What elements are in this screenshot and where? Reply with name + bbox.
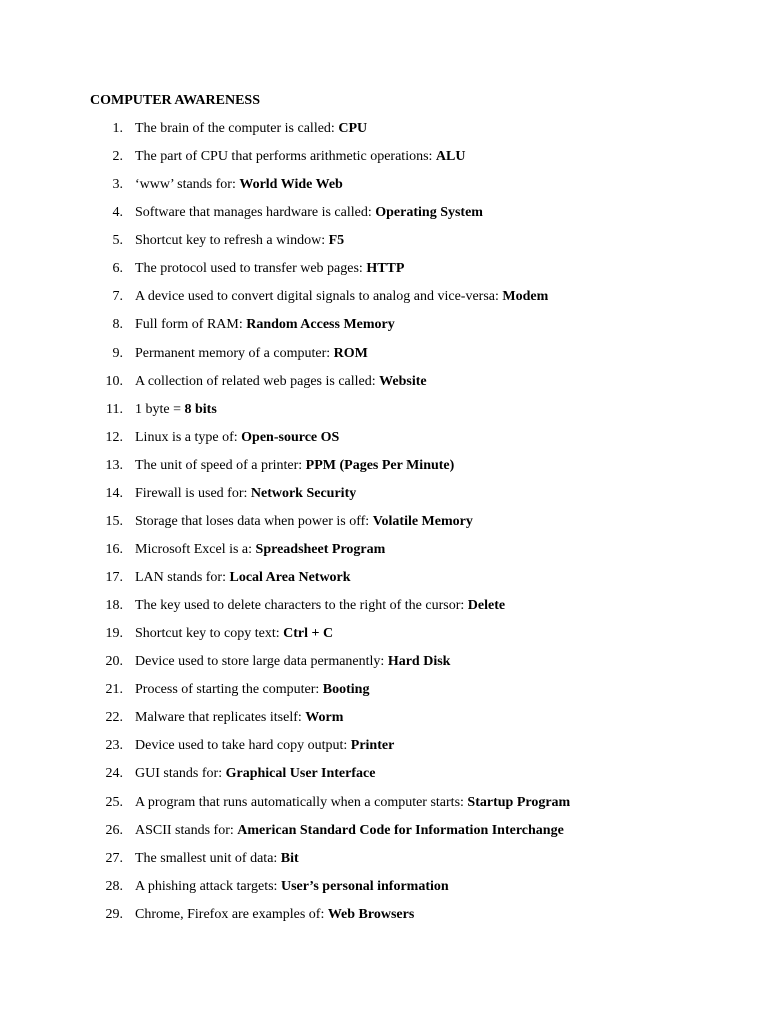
item-number: 21. bbox=[105, 682, 123, 698]
item-answer: Network Security bbox=[250, 485, 357, 501]
item-number: 22. bbox=[105, 710, 123, 726]
item-number: 11. bbox=[106, 401, 123, 417]
item-question: Malware that replicates itself: bbox=[135, 710, 306, 726]
item-question: Full form of RAM: bbox=[135, 317, 247, 333]
item-text bbox=[135, 316, 395, 333]
item-answer: Volatile Memory bbox=[372, 513, 473, 529]
item-number: 14. bbox=[105, 485, 123, 501]
item-question: Software that manages hardware is called: bbox=[135, 205, 376, 221]
item-text bbox=[135, 597, 505, 614]
item-text bbox=[135, 906, 414, 923]
item-text bbox=[135, 625, 333, 642]
item-text bbox=[135, 345, 368, 362]
item-answer: ALU bbox=[435, 149, 466, 165]
item-answer: Operating System bbox=[375, 205, 483, 221]
item-question: Storage that loses data when power is off: bbox=[135, 513, 373, 529]
item-question: Device used to store large data permanently: bbox=[135, 654, 388, 670]
item-answer: Worm bbox=[305, 710, 344, 726]
item-answer: World Wide Web bbox=[239, 177, 343, 193]
item-answer: Hard Disk bbox=[387, 654, 451, 670]
item-answer: Random Access Memory bbox=[246, 317, 395, 333]
item-answer: User’s personal information bbox=[280, 878, 449, 894]
item-text bbox=[135, 401, 217, 418]
item-number: 24. bbox=[105, 766, 123, 782]
item-number: 19. bbox=[105, 626, 123, 642]
item-text bbox=[135, 148, 465, 165]
item-number: 18. bbox=[105, 598, 123, 614]
item-answer: Ctrl + C bbox=[283, 626, 334, 642]
item-question: Chrome, Firefox are examples of: bbox=[135, 906, 328, 922]
item-question: The protocol used to transfer web pages: bbox=[135, 261, 367, 277]
item-question: 1 byte = bbox=[135, 401, 185, 417]
item-text bbox=[135, 485, 356, 502]
document-title: COMPUTER AWARENESS bbox=[90, 93, 260, 108]
item-text bbox=[135, 204, 483, 221]
item-question: Permanent memory of a computer: bbox=[135, 345, 334, 361]
item-question: The smallest unit of data: bbox=[135, 850, 281, 866]
item-number: 15. bbox=[105, 513, 123, 529]
item-answer: Booting bbox=[322, 682, 370, 698]
item-text bbox=[135, 513, 473, 530]
item-text bbox=[135, 794, 570, 811]
item-text bbox=[135, 709, 343, 726]
item-number: 29. bbox=[105, 906, 123, 922]
item-text bbox=[135, 288, 548, 305]
item-question: A phishing attack targets: bbox=[135, 878, 281, 894]
item-number: 4. bbox=[112, 205, 123, 221]
item-answer: Printer bbox=[350, 738, 395, 754]
item-answer: Web Browsers bbox=[327, 906, 415, 922]
item-number: 3. bbox=[112, 177, 123, 193]
item-number: 10. bbox=[105, 373, 123, 389]
item-answer: American Standard Code for Information Interchange bbox=[237, 822, 564, 838]
item-answer: PPM (Pages Per Minute) bbox=[305, 457, 455, 473]
item-text bbox=[135, 541, 385, 558]
item-number: 16. bbox=[105, 541, 123, 557]
item-text bbox=[135, 653, 450, 670]
item-text bbox=[135, 260, 404, 277]
item-text bbox=[135, 569, 351, 586]
item-question: The key used to delete characters to the right of the cursor: bbox=[135, 598, 468, 614]
item-answer: Spreadsheet Program bbox=[255, 541, 386, 557]
item-answer: Modem bbox=[502, 289, 549, 305]
item-text bbox=[135, 373, 427, 390]
item-number: 13. bbox=[105, 457, 123, 473]
item-question: A collection of related web pages is called: bbox=[135, 373, 380, 389]
item-number: 17. bbox=[105, 570, 123, 585]
item-number: 26. bbox=[105, 822, 123, 838]
item-number: 27. bbox=[105, 850, 123, 866]
item-text bbox=[135, 176, 343, 193]
item-answer: Delete bbox=[467, 598, 506, 614]
item-number: 20. bbox=[105, 654, 123, 670]
item-question: Microsoft Excel is a: bbox=[135, 541, 256, 557]
item-question: Shortcut key to refresh a window: bbox=[135, 233, 329, 249]
item-question: The brain of the computer is called: bbox=[135, 121, 339, 136]
item-question: ‘www’ stands for: bbox=[135, 177, 240, 193]
item-answer: Local Area Network bbox=[229, 570, 351, 585]
item-number: 1. bbox=[112, 121, 123, 136]
item-text bbox=[135, 120, 367, 137]
item-number: 2. bbox=[112, 149, 123, 165]
item-question: Firewall is used for: bbox=[135, 485, 251, 501]
item-answer: Graphical User Interface bbox=[225, 766, 376, 782]
item-text bbox=[135, 822, 564, 839]
item-answer: ROM bbox=[333, 345, 368, 361]
item-answer: Startup Program bbox=[467, 794, 571, 810]
item-answer: CPU bbox=[338, 121, 368, 136]
item-question: GUI stands for: bbox=[135, 766, 226, 782]
item-answer: Open-source OS bbox=[241, 429, 340, 445]
item-question: A program that runs automatically when a computer starts: bbox=[135, 794, 468, 810]
item-answer: Website bbox=[379, 373, 427, 389]
item-number: 12. bbox=[105, 429, 123, 445]
item-question: LAN stands for: bbox=[135, 570, 230, 585]
item-question: The part of CPU that performs arithmetic operations: bbox=[135, 149, 436, 165]
item-text bbox=[135, 429, 339, 446]
item-text bbox=[135, 765, 375, 782]
item-text bbox=[135, 737, 394, 754]
item-question: Linux is a type of: bbox=[135, 429, 242, 445]
item-number: 28. bbox=[105, 878, 123, 894]
item-text bbox=[135, 457, 454, 474]
item-question: Shortcut key to copy text: bbox=[135, 626, 284, 642]
item-number: 9. bbox=[112, 345, 123, 361]
item-answer: F5 bbox=[328, 233, 345, 249]
item-answer: Bit bbox=[280, 850, 299, 866]
item-text bbox=[135, 232, 344, 249]
item-question: The unit of speed of a printer: bbox=[135, 457, 306, 473]
item-text bbox=[135, 850, 299, 867]
item-text bbox=[135, 681, 369, 698]
item-question: A device used to convert digital signals to analog and vice-versa: bbox=[135, 289, 503, 305]
item-question: ASCII stands for: bbox=[135, 822, 238, 838]
item-number: 7. bbox=[112, 289, 123, 305]
item-number: 25. bbox=[105, 794, 123, 810]
item-question: Process of starting the computer: bbox=[135, 682, 323, 698]
item-number: 8. bbox=[112, 317, 123, 333]
item-number: 6. bbox=[112, 261, 123, 277]
item-text bbox=[135, 878, 449, 895]
item-answer: HTTP bbox=[366, 261, 405, 277]
item-number: 23. bbox=[105, 738, 123, 754]
item-question: Device used to take hard copy output: bbox=[135, 738, 351, 754]
item-answer: 8 bits bbox=[184, 401, 217, 417]
item-number: 5. bbox=[112, 233, 123, 249]
